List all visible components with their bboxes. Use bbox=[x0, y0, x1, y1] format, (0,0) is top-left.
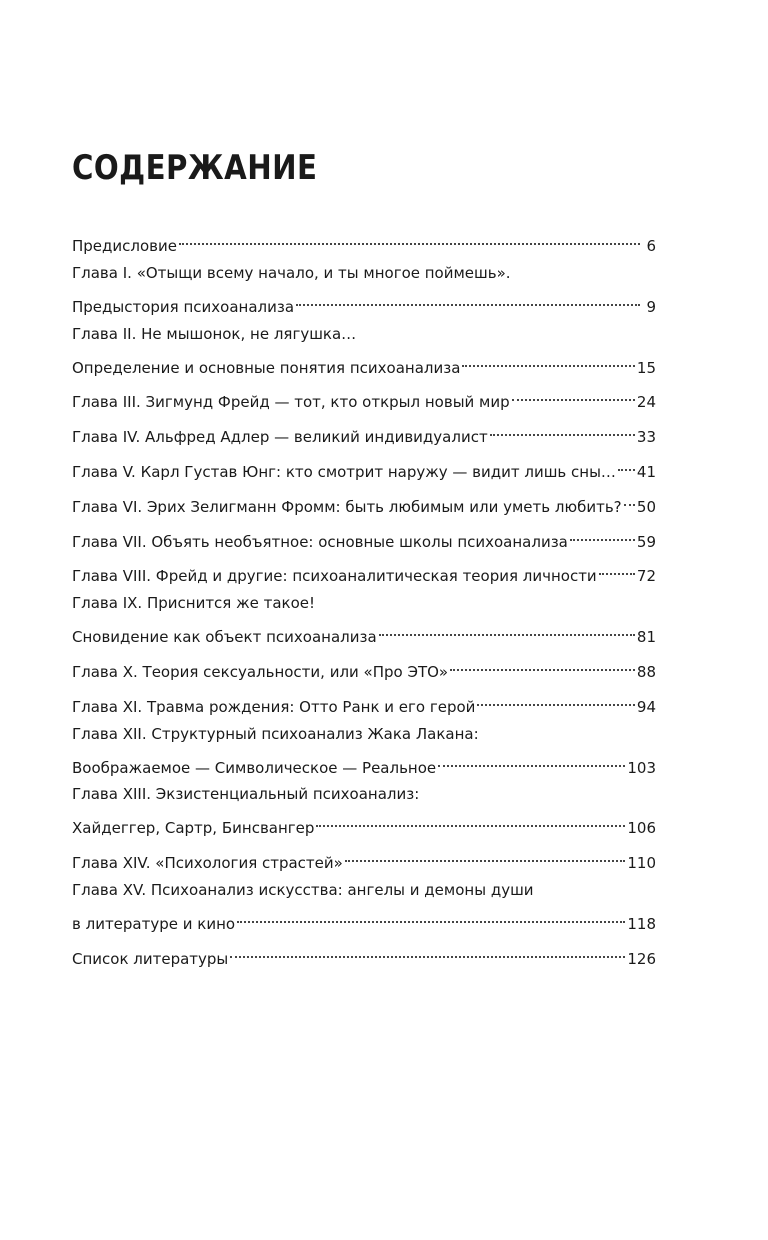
toc-page-number: 106 bbox=[627, 819, 656, 838]
dot-leader bbox=[622, 486, 637, 512]
toc-entry-title: Глава X. Теория сексуальности, или «Про ЭТО» bbox=[72, 662, 449, 681]
toc-entry-title-line: Глава I. «Отыщи всему начало, и ты многое поймешь». bbox=[72, 263, 511, 282]
toc-entry bbox=[72, 555, 656, 586]
toc-entry bbox=[72, 781, 656, 838]
toc-entry bbox=[72, 260, 656, 316]
toc-entry-last-line bbox=[72, 807, 656, 838]
toc-entry bbox=[72, 938, 656, 968]
toc-entry-title-line: Глава XV. Психоанализ искусства: ангелы и демоны души bbox=[72, 880, 534, 899]
toc-entry-title: в литературе и кино bbox=[72, 914, 236, 933]
toc-entry-last-line bbox=[72, 451, 656, 481]
toc-entry-title: Глава V. Карл Густав Юнг: кто смотрит наружу — видит лишь сны… bbox=[72, 462, 616, 481]
toc-entry-title-line: Глава II. Не мышонок, не лягушка… bbox=[72, 324, 357, 343]
toc-entry bbox=[72, 451, 656, 481]
toc-entry-last-line bbox=[72, 842, 656, 873]
toc-entry-last-line bbox=[72, 286, 656, 316]
toc-entry bbox=[72, 686, 656, 716]
toc-entry-title-line: Глава XIII. Экзистенциальный психоанализ: bbox=[72, 785, 420, 804]
toc-page-number: 59 bbox=[636, 532, 656, 551]
toc-page-number: 9 bbox=[646, 297, 656, 316]
dot-leader bbox=[294, 286, 642, 312]
toc-page-number: 24 bbox=[636, 393, 656, 412]
toc-entry-last-line bbox=[72, 747, 656, 777]
toc-page-number: 50 bbox=[636, 497, 656, 516]
toc-entry-title: Список литературы bbox=[72, 949, 229, 968]
toc-entry-title-line: Глава IX. Приснится же такое! bbox=[72, 594, 316, 613]
dot-leader bbox=[510, 381, 637, 407]
toc-entry bbox=[72, 225, 656, 255]
toc-entry bbox=[72, 590, 656, 647]
toc-entry-title: Глава VIII. Фрейд и другие: психоаналитическая теория личности bbox=[72, 567, 597, 586]
toc-page-number: 110 bbox=[627, 854, 656, 873]
toc-page-number: 118 bbox=[627, 914, 656, 933]
dot-leader bbox=[436, 747, 627, 773]
dot-leader bbox=[597, 555, 637, 581]
toc-page-number: 72 bbox=[636, 567, 656, 586]
toc-entry-title: Глава III. Зигмунд Фрейд — тот, кто открыл новый мир bbox=[72, 393, 510, 412]
toc-entry-title: Предисловие bbox=[72, 237, 177, 255]
toc-entry bbox=[72, 651, 656, 681]
toc-entry-last-line bbox=[72, 686, 656, 716]
toc-page-number: 88 bbox=[636, 662, 656, 681]
dot-leader bbox=[343, 842, 628, 868]
toc-entry bbox=[72, 381, 656, 412]
toc-entry-last-line bbox=[72, 225, 656, 255]
dot-leader bbox=[314, 807, 627, 833]
dot-leader bbox=[460, 347, 637, 373]
toc-entry bbox=[72, 416, 656, 447]
toc-page-number: 41 bbox=[636, 462, 656, 481]
dot-leader bbox=[377, 616, 637, 642]
toc-entry bbox=[72, 721, 656, 777]
toc-entry-last-line bbox=[72, 416, 656, 447]
toc-entry-title: Сновидение как объект психоанализа bbox=[72, 628, 377, 647]
toc-entry-title: Глава VII. Объять необъятное: основные школы психоанализа bbox=[72, 532, 568, 551]
toc-entry-title: Хайдеггер, Сартр, Бинсвангер bbox=[72, 819, 315, 838]
dot-leader bbox=[448, 651, 637, 677]
toc-entry-last-line bbox=[72, 616, 656, 647]
toc-entry-title: Предыстория психоанализа bbox=[72, 297, 295, 316]
toc-entry-last-line bbox=[72, 938, 656, 968]
toc-entry-title: Глава XI. Травма рождения: Отто Ранк и его герой bbox=[72, 697, 476, 716]
toc-page-number: 15 bbox=[636, 358, 656, 377]
toc-entry-title: Воображаемое — Символическое — Реальное bbox=[72, 758, 437, 777]
dot-leader bbox=[475, 686, 637, 712]
toc-entry-title: Определение и основные понятия психоанализа bbox=[72, 358, 461, 377]
toc-entry bbox=[72, 321, 656, 377]
toc-entry-last-line bbox=[72, 555, 656, 586]
toc-page-number: 126 bbox=[627, 949, 656, 968]
toc-entry-title: Глава XIV. «Психология страстей» bbox=[72, 854, 343, 873]
toc-page-number: 6 bbox=[646, 237, 656, 255]
toc-entry-last-line bbox=[72, 381, 656, 412]
toc-entry-last-line bbox=[72, 486, 656, 516]
toc-page-number: 94 bbox=[636, 697, 656, 716]
page-title: СОДЕРЖАНИЕ bbox=[72, 148, 318, 188]
toc-entry bbox=[72, 486, 656, 516]
dot-leader bbox=[568, 521, 637, 547]
toc-entry-last-line bbox=[72, 651, 656, 681]
toc-entry-last-line bbox=[72, 521, 656, 551]
dot-leader bbox=[235, 903, 627, 929]
toc-entry-title: Глава IV. Альфред Адлер — великий индивидуалист bbox=[72, 428, 488, 447]
toc-entry-title: Глава VI. Эрих Зелигманн Фромм: быть любимым или уметь любить? bbox=[72, 497, 622, 516]
table-of-contents bbox=[72, 225, 656, 973]
toc-entry-title-line: Глава XII. Структурный психоанализ Жака Лакана: bbox=[72, 724, 479, 743]
toc-entry-last-line bbox=[72, 903, 656, 933]
toc-entry bbox=[72, 521, 656, 551]
toc-entry bbox=[72, 842, 656, 873]
dot-leader bbox=[488, 416, 637, 442]
toc-entry bbox=[72, 877, 656, 933]
toc-entry-last-line bbox=[72, 347, 656, 377]
dot-leader bbox=[228, 938, 627, 964]
toc-page-number: 33 bbox=[636, 428, 656, 447]
dot-leader bbox=[177, 225, 642, 251]
toc-page-number: 103 bbox=[627, 758, 656, 777]
toc-page-number: 81 bbox=[636, 628, 656, 647]
dot-leader bbox=[616, 451, 637, 477]
